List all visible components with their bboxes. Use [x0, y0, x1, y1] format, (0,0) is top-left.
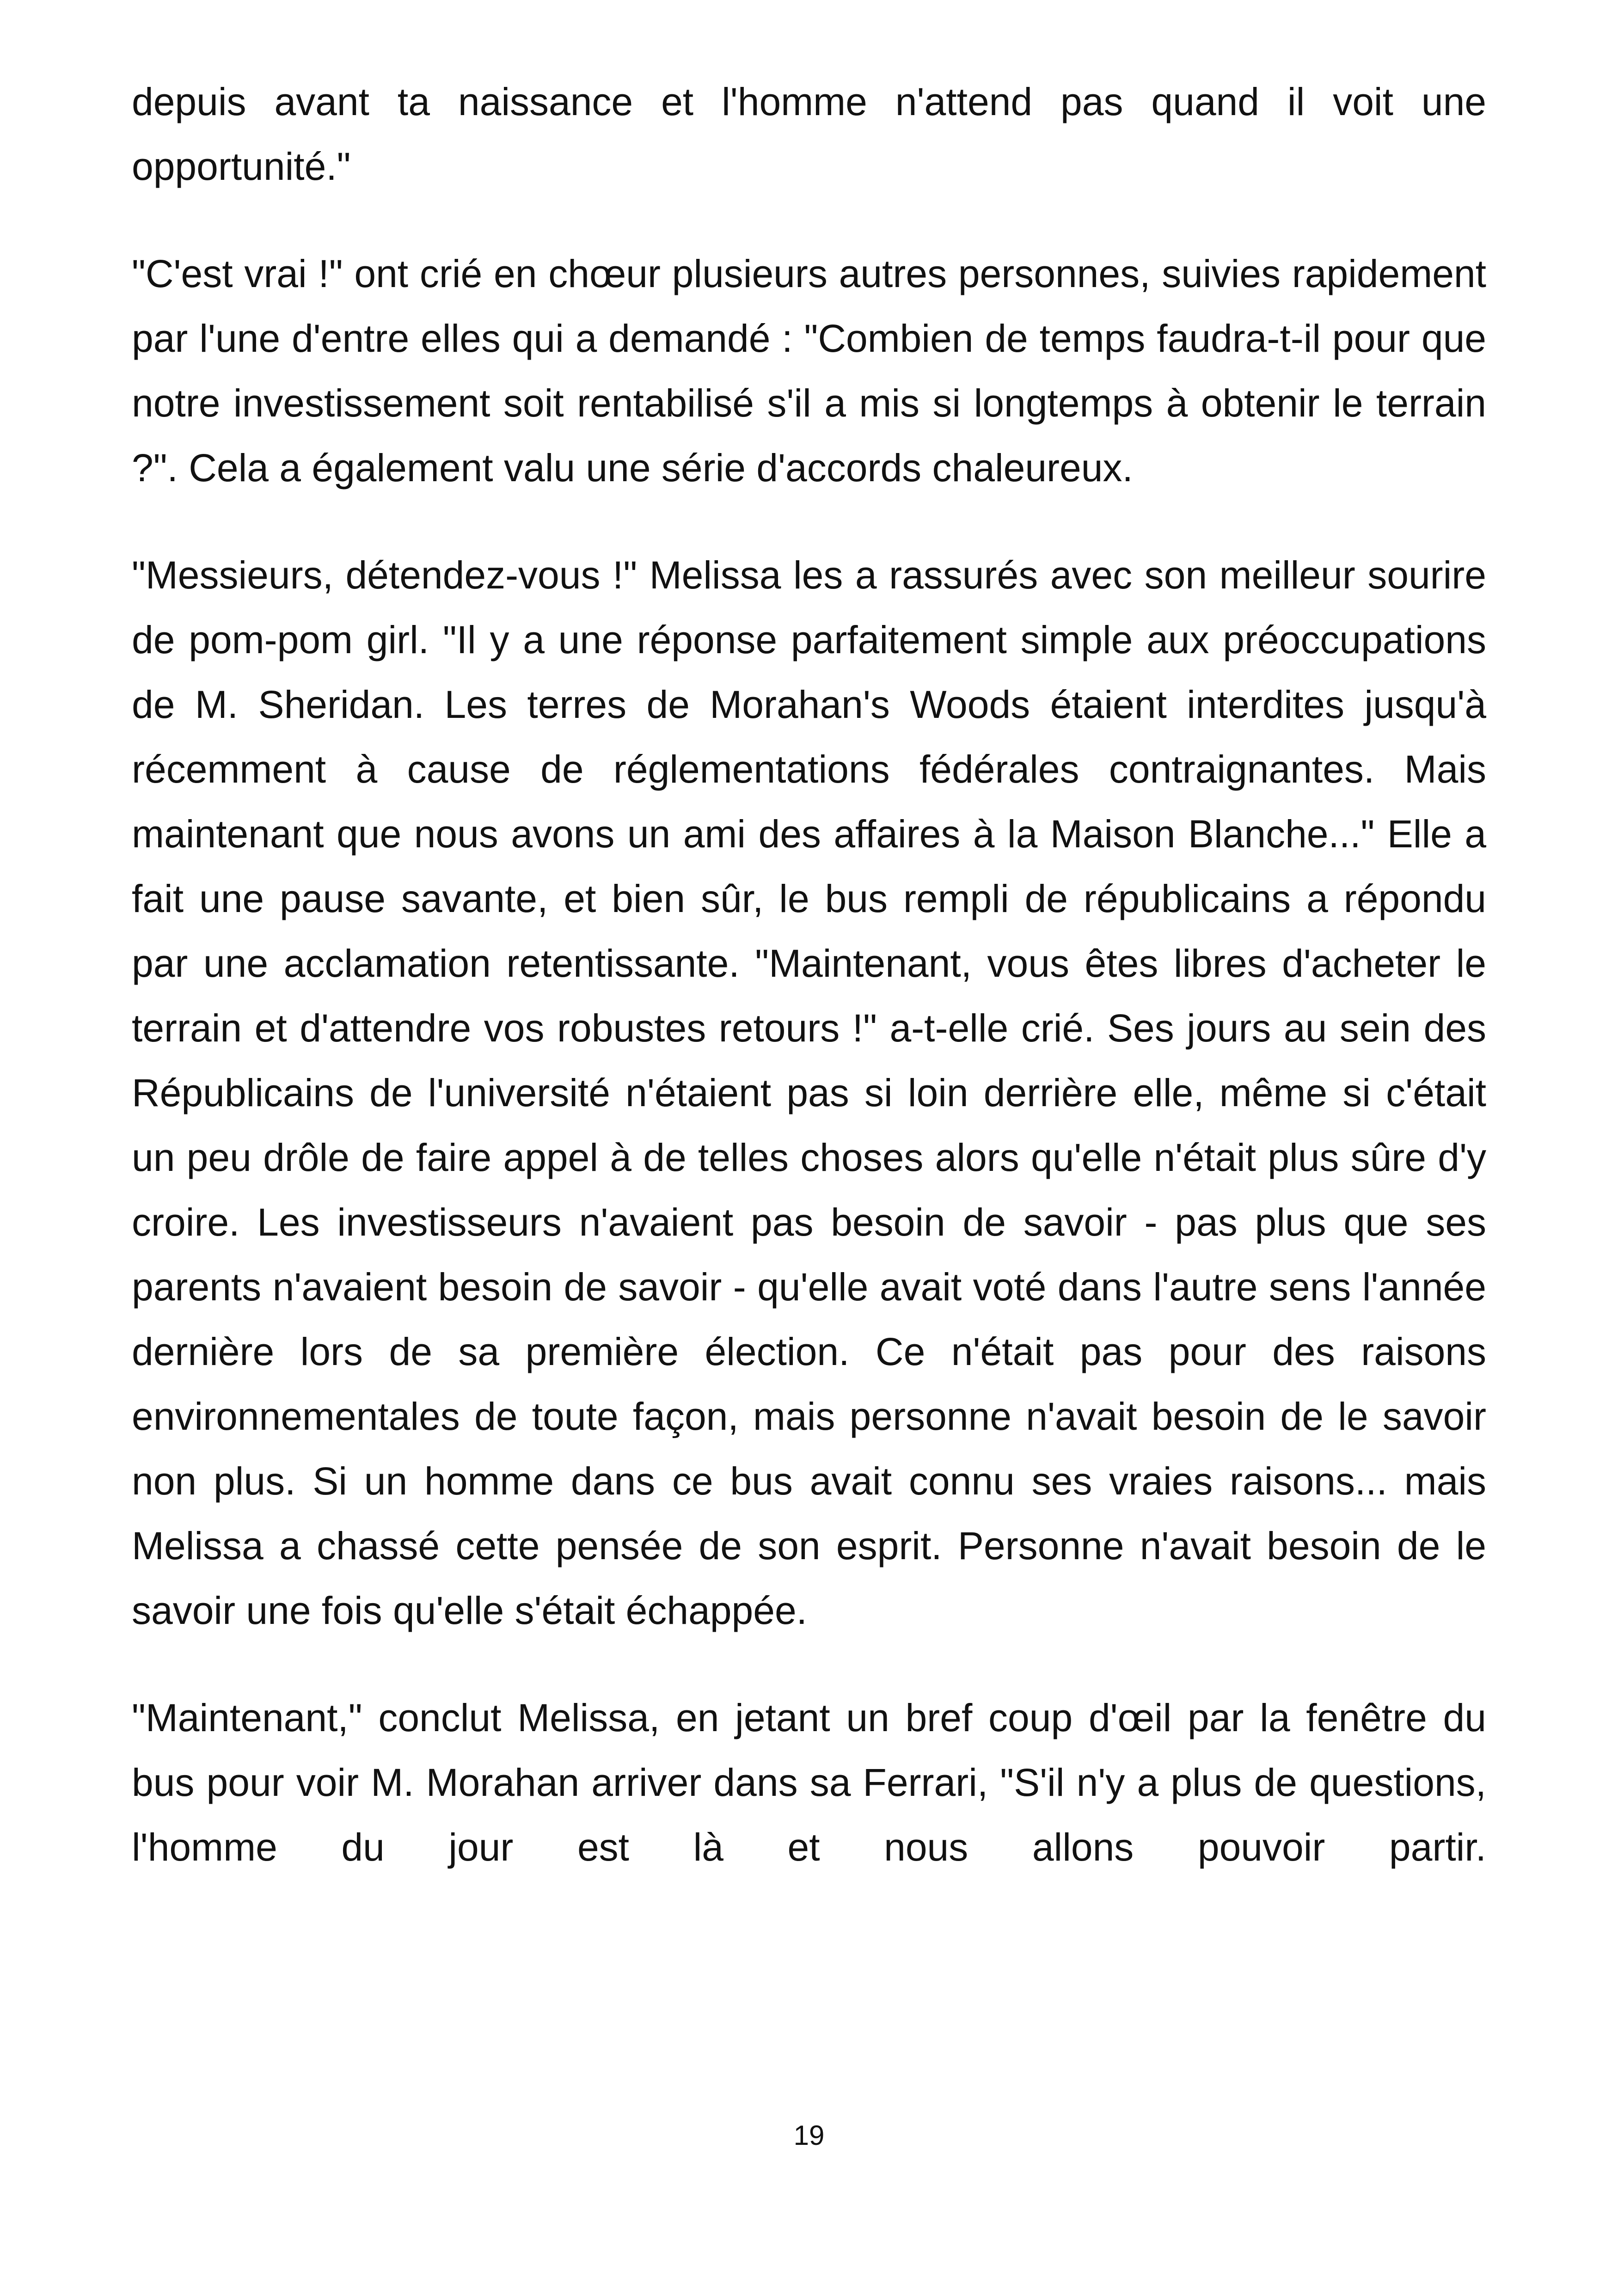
page-number: 19: [793, 2120, 825, 2151]
paragraph-3: "Messieurs, détendez-vous !" Melissa les a rassurés avec son meilleur sourire de pom-pom girl. "Il y a une réponse parfaitement simple aux préoccupations de M. Sheridan. Les terres de Morahan's Woods étaient interdites jusqu'à récemment à cause de réglementations fédérales contraignantes. Mais maintenant que nous avons un ami des affaires à la Maison Blanche..." Elle a fait une pause savante, et bien sûr, le bus rempli de républicains a répondu par une acclamation retentissante. "Maintenant, vous êtes libres d'acheter le terrain et d'attendre vos robustes retours !" a-t-elle crié. Ses jours au sein des Républicains de l'université n'étaient pas si loin derrière elle, même si c'était un peu drôle de faire appel à de telles choses alors qu'elle n'était plus sûre d'y croire. Les investisseurs n'avaient pas besoin de savoir - pas plus que ses parents n'avaient besoin de savoir - qu'elle avait voté dans l'autre sens l'année dernière lors de sa première élection. Ce n'était pas pour des raisons environnementales de toute façon, mais personne n'avait besoin de le savoir non plus. Si un homme dans ce bus avait connu ses vraies raisons... mais Melissa a chassé cette pensée de son esprit. Personne n'avait besoin de le savoir une fois qu'elle s'était échappée.: [132, 553, 1486, 1632]
body-text: [132, 69, 1486, 1880]
paragraph-2: "C'est vrai !" ont crié en chœur plusieurs autres personnes, suivies rapidement par l'une d'entre elles qui a demandé : "Combien de temps faudra-t-il pour que notre investissement soit rentabilisé s'il a mis si longtemps à obtenir le terrain ?". Cela a également valu une série d'accords chaleureux.: [132, 252, 1486, 490]
paragraph-4: "Maintenant," conclut Melissa, en jetant un bref coup d'œil par la fenêtre du bus pour voir M. Morahan arriver dans sa Ferrari, "S'il n'y a plus de questions, l'homme du jour est là et nous allons pouvoir partir.: [132, 1696, 1486, 1869]
paragraph-1: depuis avant ta naissance et l'homme n'attend pas quand il voit une opportunité.": [132, 80, 1486, 188]
